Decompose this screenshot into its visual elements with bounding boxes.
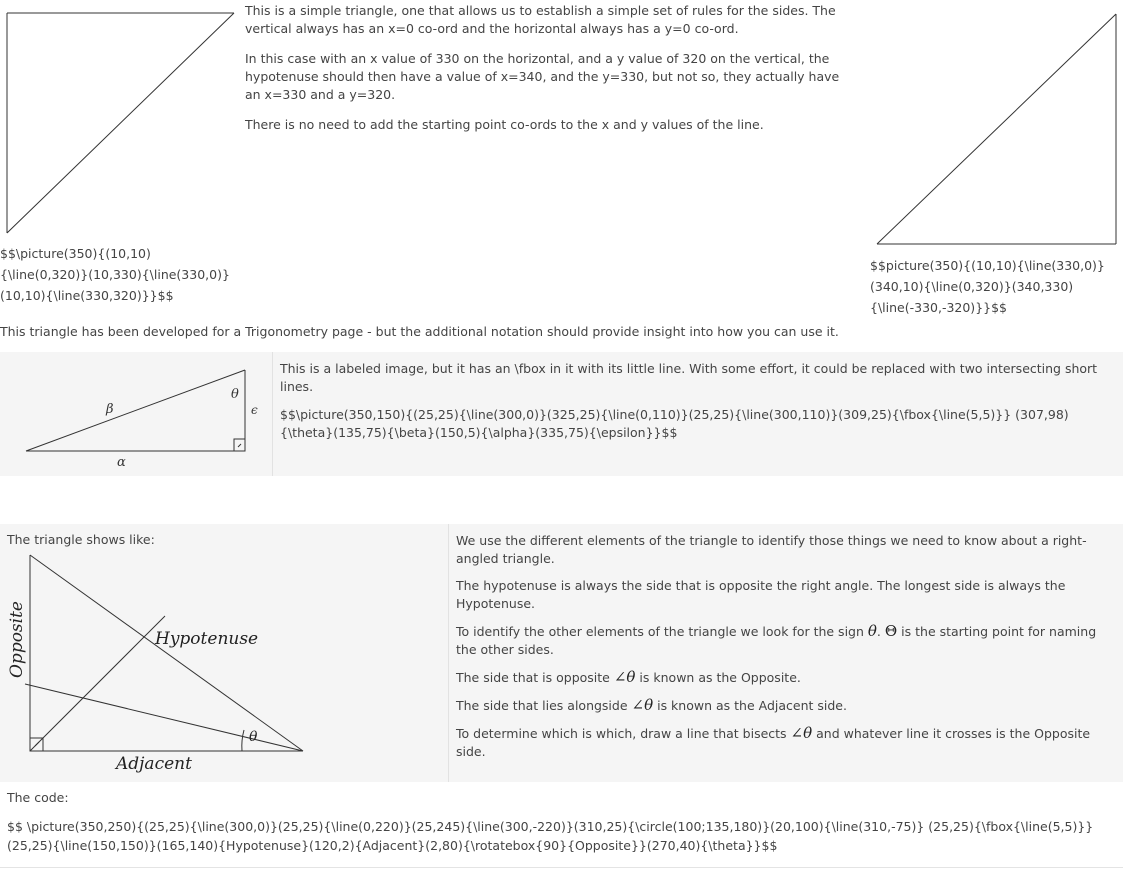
labeled-triangle-figure bbox=[0, 352, 272, 476]
panel2-paragraph-5: The side that lies alongside ∠θ is known as the Adjacent side. bbox=[456, 696, 847, 714]
panel2-paragraph-3: To identify the other elements of the triangle we look for the sign θ. Θ is the starting point for naming the other sides. bbox=[456, 622, 1097, 657]
panel2-caption: The triangle shows like: bbox=[7, 532, 155, 547]
intro-paragraph-1: This is a simple triangle, one that allows us to establish a simple set of rules for the sides. The vertical always has an x=0 co-ord and the horizontal always has a y=0 co-ord. bbox=[245, 3, 836, 36]
right-angle-box-line bbox=[35, 742, 39, 746]
angle-theta-symbol: ∠θ bbox=[790, 724, 813, 742]
trig-triangle-figure bbox=[0, 544, 320, 782]
panel2-paragraph-4: The side that is opposite ∠θ is known as the Opposite. bbox=[456, 668, 801, 686]
section-note: This triangle has been developed for a Trigonometry page - but the additional notation should provide insight into how you can use it. bbox=[0, 324, 839, 339]
label-opposite: Opposite bbox=[7, 601, 27, 678]
bisector-line bbox=[25, 684, 303, 751]
triangle-left-figure bbox=[0, 0, 240, 240]
trig-triangle-panel bbox=[0, 524, 1123, 782]
label-theta: θ bbox=[231, 387, 239, 402]
panel2-divider bbox=[448, 524, 449, 782]
bottom-divider bbox=[0, 867, 1123, 868]
labeled-triangle-panel bbox=[0, 352, 1123, 476]
theta-symbol: θ bbox=[867, 622, 877, 640]
panel1-description: This is a labeled image, but it has an \fbox in it with its little line. With some effort, it could be replaced with two intersecting short lines. bbox=[280, 361, 1098, 394]
code-left-triangle: $$\picture(350){(10,10){\line(0,320)}(10,330){\line(330,0)}(10,10){\line(330,320)}}$$ bbox=[0, 246, 230, 303]
diagonal-line bbox=[30, 616, 165, 751]
label-theta: θ bbox=[249, 729, 258, 745]
code-section-title: The code: bbox=[7, 790, 69, 805]
panel1-code: $$\picture(350,150){(25,25){\line(300,0)}(325,25){\line(0,110)}(25,25){\line(300,110)}(309,25){\fbox{\line(5,5)}} (307,98){\theta}(135,75){\beta}(150,5){\alpha}(335,75){\epsilon}}$$ bbox=[280, 407, 1069, 440]
panel1-divider bbox=[272, 352, 273, 476]
panel2-paragraph-2: The hypotenuse is always the side that is opposite the right angle. The longest side is always the Hypotenuse. bbox=[456, 578, 1066, 611]
hypotenuse-side bbox=[30, 555, 303, 751]
panel2-text bbox=[456, 532, 1116, 770]
intro-paragraph-3: There is no need to add the starting point co-ords to the x and y values of the line. bbox=[245, 117, 764, 132]
right-angle-box-line bbox=[238, 444, 241, 447]
angle-theta-symbol: ∠θ bbox=[613, 668, 636, 686]
panel1-text bbox=[280, 360, 1110, 452]
label-hypotenuse: Hypotenuse bbox=[155, 629, 259, 649]
panel2-paragraph-1: We use the different elements of the triangle to identify those things we need to know about a right-angled triangle. bbox=[456, 533, 1087, 566]
panel2-paragraph-6: To determine which is which, draw a line that bisects ∠θ and whatever line it crosses is the Opposite side. bbox=[456, 724, 1091, 759]
angle-arc bbox=[242, 730, 244, 751]
label-alpha: α bbox=[117, 455, 126, 470]
big-theta-symbol: Θ bbox=[884, 622, 898, 640]
triangle-right-figure bbox=[870, 8, 1123, 250]
label-adjacent: Adjacent bbox=[116, 754, 192, 774]
labeled-triangle-hypotenuse bbox=[26, 370, 245, 451]
code-section-code: $$ \picture(350,250){(25,25){\line(300,0)}(25,25){\line(0,220)}(25,245){\line(300,-220)}(310,25){\circle(100;135,180)}(20,100){\line(310,-75)} (25,25){\fbox{\line(5,5)}}(25,25){\line(150,150)}(165,140){Hypotenuse}(120,2){Adjacent}(2,80){\rotatebox{90}{Opposite}}(270,40){\theta}}$$ bbox=[7, 819, 1094, 853]
intro-text bbox=[245, 2, 855, 146]
angle-theta-symbol: ∠θ bbox=[631, 696, 654, 714]
label-epsilon: ϵ bbox=[251, 403, 258, 417]
label-beta: β bbox=[106, 402, 114, 417]
code-right-triangle: $$picture(350){(10,10){\line(330,0)}(340,10){\line(0,320)}(340,330){\line(-330,-320)}}$$ bbox=[870, 258, 1105, 315]
intro-paragraph-2: In this case with an x value of 330 on the horizontal, and a y value of 320 on the vertical, the hypotenuse should then have a value of x=340, and the y=330, but not so, they actually have an x=330 and a y=320. bbox=[245, 51, 840, 102]
triangle-right-hypotenuse bbox=[877, 14, 1116, 244]
triangle-left-hypotenuse bbox=[7, 13, 234, 233]
